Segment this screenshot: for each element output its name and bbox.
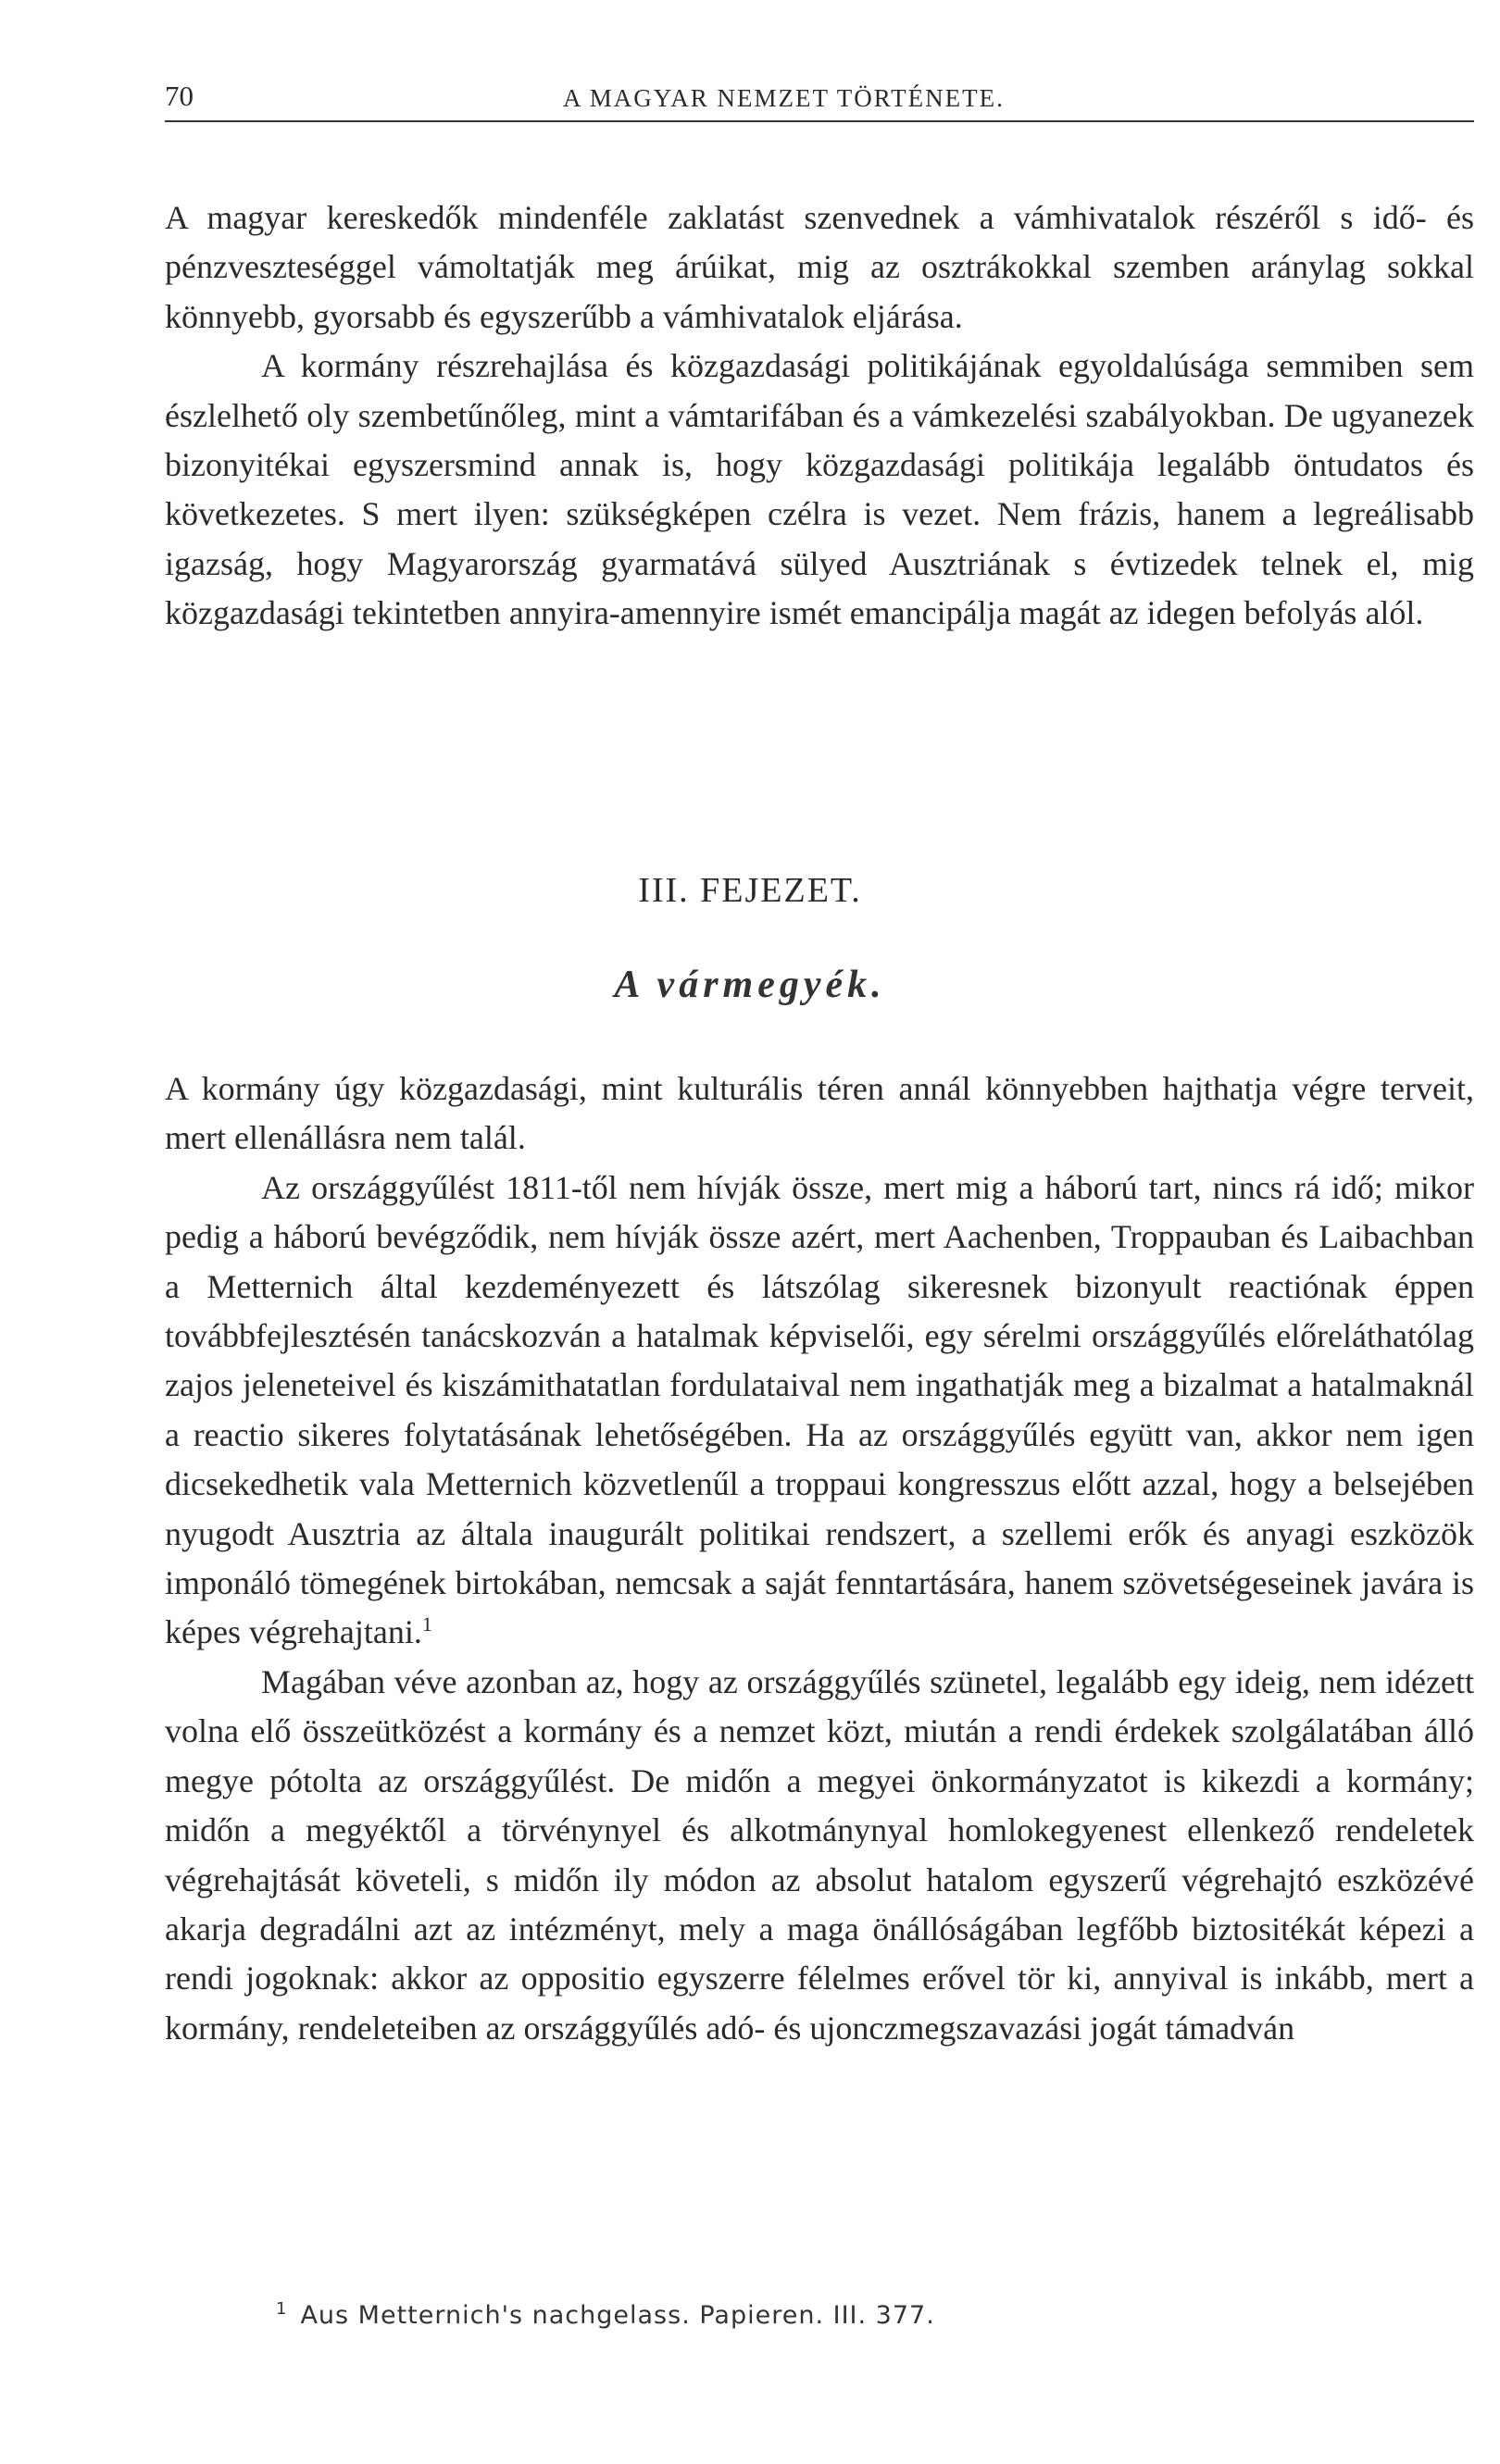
chapter-title: A vármegyék. <box>614 964 886 1006</box>
paragraph <box>165 1164 1474 1658</box>
header-rule <box>165 120 1474 122</box>
footnote <box>276 2299 1433 2330</box>
page-header <box>165 80 1474 117</box>
text-block-before-chapter <box>165 193 1474 639</box>
paragraph: A magyar kereskedők mindenféle zaklatást szenvednek a vámhivatalok részéről s idő- és pénzveszteséggel vámoltatják meg árúikat, mig az osztrákokkal szemben aránylag sokkal könnyebb, gyorsabb és egyszerűbb a vámhivatalok eljárása. <box>165 199 1474 335</box>
paragraph: A kormány részrehajlása és közgazdasági politikájának egyoldalúsága semmiben sem észlelhető oly szembetűnőleg, mint a vámtarifában és a vámkezelési szabályokban. De ugyanezek bizonyitékai egyszersmind annak is, hogy közgazdasági politikája legalább öntudatos és következetes. S mert ilyen: szükségképen czélra is vezet. Nem frázis, hanem a legreálisabb igazság, hogy Magyarország gyarmatává sülyed Ausztriának s évtizedek telnek el, mig közgazdasági tekintetben annyira-amennyire ismét emancipálja magát az idegen befolyás alól. <box>165 347 1474 632</box>
paragraph-text: Az országgyűlést 1811-től nem hívják össze, mert mig a háború tart, nincs rá idő; mikor pedig a háború bevégződik, nem hívják össze azért, mert Aachenben, Troppauban és Laibachban a Metternich által kezdeményezett és látszólag sikeresnek bizonyult reactiónak éppen továbbfejlesztésén tanácskozván a hatalmak képviselői, egy sérelmi országgyűlés előreláthatólag zajos jeleneteivel és kiszámithatatlan fordulataival nem ingathatják meg a bizalmat a hatalmaknál a reactio sikeres folytatásának lehetőségében. Ha az országgyűlés együtt van, akkor nem igen dicsekedhetik vala Metternich közvetlenűl a troppaui kongresszus előtt azzal, hogy a belsejében nyugodt Ausztria az általa inaugurált politikai rendszert, a szellemi erők és anyagi eszközök imponáló tömegének birtokában, nemcsak a saját fenntartására, hanem szövetségeseinek javára is képes végrehajtani. <box>165 1168 1474 1651</box>
footnote-mark: 1 <box>276 2299 288 2319</box>
footnote-text: Aus Metternich's nachgelass. Papieren. III. 377. <box>300 2301 935 2330</box>
chapter-number: III. FEJEZET. <box>638 871 862 910</box>
footnote-reference: 1 <box>421 1612 432 1636</box>
page-number: 70 <box>165 80 194 112</box>
paragraph: Magában véve azonban az, hogy az országgyűlés szünetel, legalább egy ideig, nem idézett volna elő összeütközést a kormány és a nemzet közt, miután a rendi érdekek szolgálatában álló megye pótolta az országgyűlést. De midőn a megyei önkormányzatot is kikezdi a kormány; midőn a megyéktől a törvénynyel és alkotmánynyal homlokegyenest ellenkező rendeletek végrehajtását követeli, s midőn ily módon az absolut hatalom egyszerű végrehajtó eszközévé akarja degradálni azt az intézményt, mely a maga önállóságában legfőbb biztositékát képezi a rendi jogoknak: akkor az oppositio egyszerre félelmes erővel tör ki, annyival is inkább, mert a kormány, rendeleteiben az országgyűlés adó- és ujonczmegszavazási jogát támadván <box>165 1662 1474 2047</box>
text-block-after-chapter <box>165 1064 1474 2053</box>
running-title: A MAGYAR NEMZET TÖRTÉNETE. <box>563 84 1005 112</box>
paragraph: A kormány úgy közgazdasági, mint kulturális téren annál könnyebben hajthatja végre terveit, mert ellenállásra nem talál. <box>165 1070 1474 1157</box>
